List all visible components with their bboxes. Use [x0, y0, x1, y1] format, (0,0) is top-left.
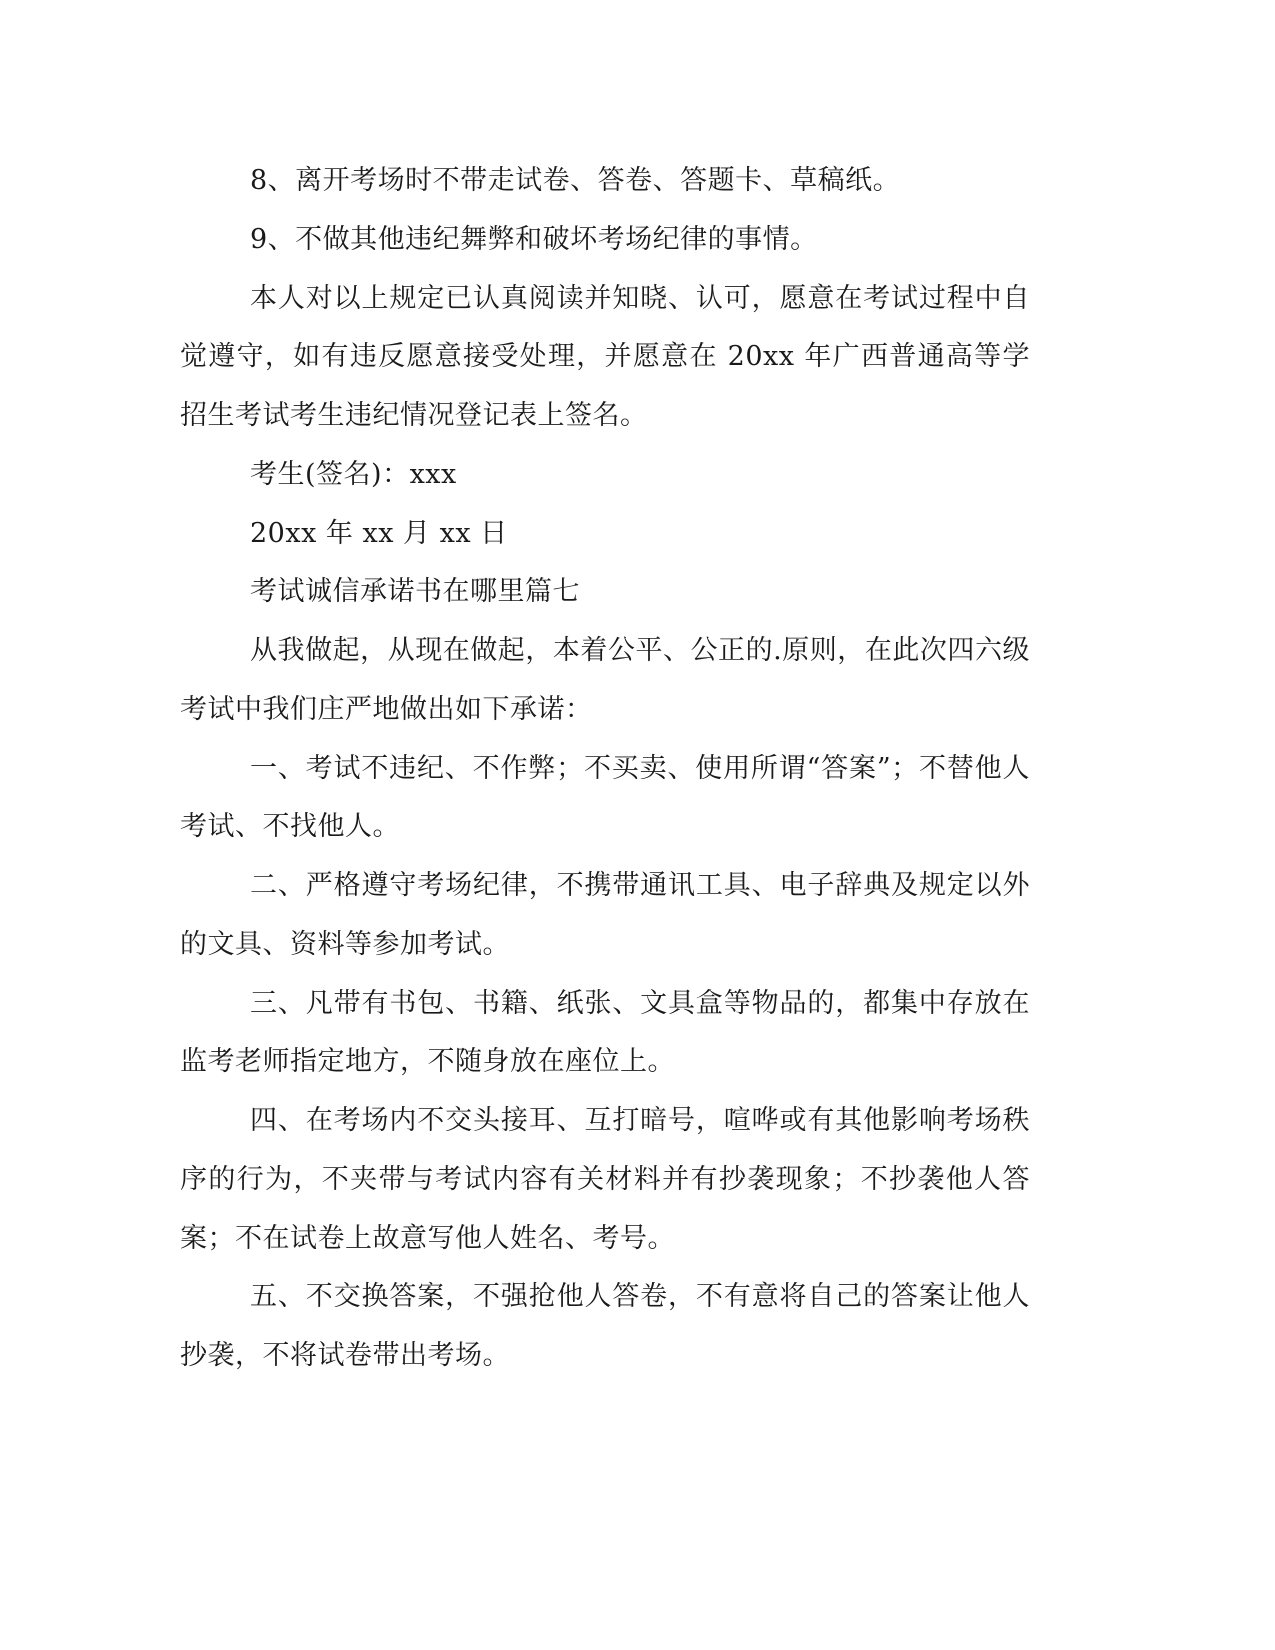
paragraph-line: 觉遵守，如有违反愿意接受处理，并愿意在 20xx 年广西普通高等学 [180, 341, 1030, 373]
paragraph-line: 考生(签名)：xxx [250, 458, 457, 490]
paragraph-line: 9、不做其他违纪舞弊和破坏考场纪律的事情。 [250, 223, 818, 255]
rule-item-9 [180, 211, 1030, 270]
paragraph-line: 案；不在试卷上故意写他人姓名、考号。 [180, 1222, 675, 1254]
paragraph-line: 考试诚信承诺书在哪里篇七 [250, 576, 580, 608]
paragraph-line: 一、考试不违纪、不作弊；不买卖、使用所谓“答案”；不替他人 [250, 752, 1030, 784]
paragraph-line: 三、凡带有书包、书籍、纸张、文具盒等物品的，都集中存放在 [250, 987, 1030, 1019]
paragraph-line: 五、不交换答案，不强抢他人答卷，不有意将自己的答案让他人 [250, 1281, 1030, 1313]
rule-item-8 [180, 152, 1030, 211]
declaration-paragraph [180, 270, 1030, 446]
paragraph-line: 招生考试考生违纪情况登记表上签名。 [180, 400, 648, 431]
pledge-item-3 [180, 975, 1030, 1093]
date-line [180, 505, 1030, 564]
signature-line [180, 446, 1030, 505]
pledge-item-4 [180, 1092, 1030, 1268]
intro-paragraph [180, 622, 1030, 740]
paragraph-line: 序的行为，不夹带与考试内容有关材料并有抄袭现象；不抄袭他人答 [180, 1163, 1030, 1195]
document-page [180, 152, 1030, 1386]
paragraph-line: 的文具、资料等参加考试。 [180, 928, 510, 960]
paragraph-line: 二、严格遵守考场纪律，不携带通讯工具、电子辞典及规定以外 [250, 870, 1030, 901]
paragraph-line: 考试中我们庄严地做出如下承诺： [180, 693, 593, 725]
paragraph-line: 考试、不找他人。 [180, 811, 400, 843]
paragraph-line: 监考老师指定地方，不随身放在座位上。 [180, 1046, 675, 1078]
paragraph-line: 本人对以上规定已认真阅读并知晓、认可，愿意在考试过程中自 [250, 282, 1030, 314]
paragraph-line: 8、离开考场时不带走试卷、答卷、答题卡、草稿纸。 [250, 165, 901, 196]
pledge-item-2 [180, 857, 1030, 975]
section-heading [180, 563, 1030, 622]
pledge-item-5 [180, 1268, 1030, 1386]
pledge-item-1 [180, 740, 1030, 858]
paragraph-line: 抄袭，不将试卷带出考场。 [180, 1340, 510, 1371]
paragraph-line: 四、在考场内不交头接耳、互打暗号，喧哗或有其他影响考场秩 [250, 1105, 1030, 1136]
paragraph-line: 从我做起，从现在做起，本着公平、公正的.原则，在此次四六级 [250, 635, 1030, 666]
paragraph-line: 20xx 年 xx 月 xx 日 [250, 517, 508, 549]
